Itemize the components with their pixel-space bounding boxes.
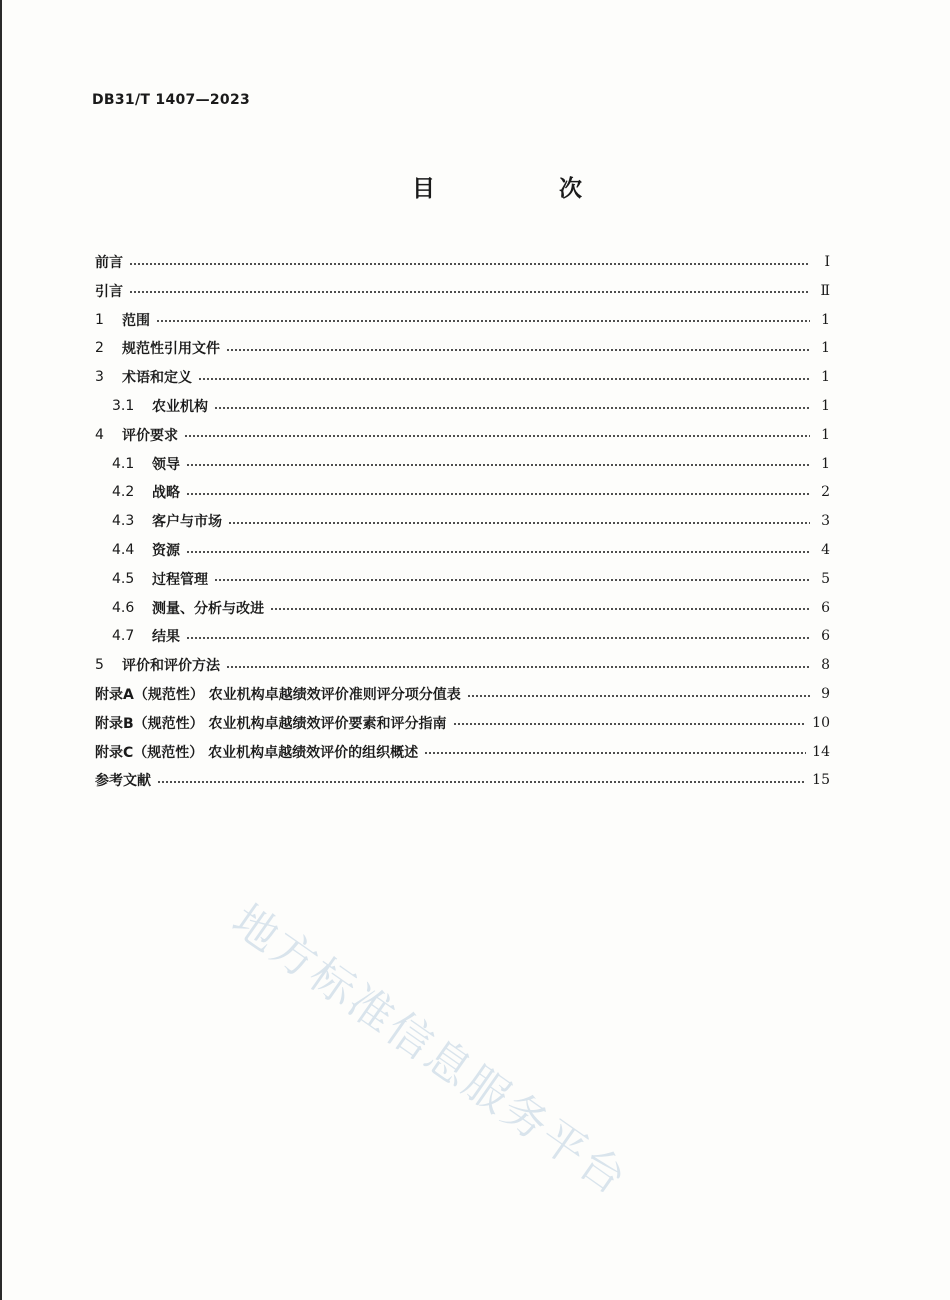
toc-dot-leader xyxy=(129,263,810,265)
toc-dot-leader xyxy=(129,291,810,293)
toc-entry-number: 2 xyxy=(95,340,104,357)
toc-dot-leader xyxy=(186,464,810,466)
toc-dot-leader xyxy=(226,349,810,351)
toc-entry-title: 附录A（规范性） 农业机构卓越绩效评价准则评分项分值表 xyxy=(95,687,461,703)
toc-entry-number: 1 xyxy=(95,311,104,328)
toc-entry[interactable] xyxy=(95,422,830,448)
toc-entry-number: 4 xyxy=(95,426,104,443)
toc-entry[interactable] xyxy=(112,566,830,592)
toc-dot-leader xyxy=(198,378,810,380)
toc-entry-title: 结果 xyxy=(152,629,180,646)
toc-entry-page-number: 10 xyxy=(812,714,830,731)
toc-entry-page-number: 2 xyxy=(821,484,830,501)
toc-entry-number: 4.4 xyxy=(112,542,135,558)
toc-entry-title: 过程管理 xyxy=(152,571,208,588)
toc-entry[interactable] xyxy=(95,710,830,736)
toc-entry-number: 3.1 xyxy=(112,398,135,414)
toc-entry-title: 前言 xyxy=(95,255,123,271)
toc-dot-leader xyxy=(214,579,810,581)
toc-dot-leader xyxy=(453,723,807,725)
toc-entry-page-number: 1 xyxy=(821,398,830,414)
toc-entry-page-number: 3 xyxy=(821,513,830,530)
toc-dot-leader xyxy=(228,522,810,524)
toc-entry-title: 范围 xyxy=(122,312,150,329)
toc-dot-leader xyxy=(226,666,810,668)
toc-entry[interactable] xyxy=(112,508,830,534)
toc-entry-page-number: 1 xyxy=(821,426,830,443)
toc-entry[interactable] xyxy=(112,537,830,563)
toc-entry-title: 客户与市场 xyxy=(152,514,222,531)
toc-dot-leader xyxy=(186,551,810,553)
toc-entry-page-number: Ⅰ xyxy=(824,254,830,270)
toc-entry-page-number: 1 xyxy=(821,369,830,386)
toc-dot-leader xyxy=(424,752,806,754)
toc-entry-page-number: 1 xyxy=(821,455,830,472)
toc-entry-number: 4.7 xyxy=(112,628,135,645)
toc-entry[interactable] xyxy=(95,739,830,765)
toc-entry-page-number: 5 xyxy=(821,570,830,587)
toc-entry-number: 5 xyxy=(95,657,104,674)
toc-dot-leader xyxy=(270,608,810,610)
toc-entry-title: 评价要求 xyxy=(122,427,178,444)
toc-entry-page-number: 6 xyxy=(821,599,830,616)
toc-entry-title: 附录C（规范性） 农业机构卓越绩效评价的组织概述 xyxy=(95,744,419,761)
toc-entry-page-number: 6 xyxy=(821,628,830,645)
toc-entry[interactable] xyxy=(112,451,830,477)
toc-entry-title: 领导 xyxy=(152,456,180,473)
toc-entry[interactable] xyxy=(95,767,830,793)
toc-dot-leader xyxy=(184,435,810,437)
toc-entry-title: 评价和评价方法 xyxy=(122,658,220,675)
toc-entry[interactable] xyxy=(112,623,830,649)
toc-entry-number: 4.3 xyxy=(112,513,135,530)
toc-entry[interactable] xyxy=(95,335,830,361)
toc-entry[interactable] xyxy=(95,681,830,707)
toc-entry-title: 参考文献 xyxy=(95,773,151,790)
toc-entry-page-number: 8 xyxy=(821,657,830,674)
toc-entry-page-number: 1 xyxy=(821,340,830,357)
toc-entry[interactable] xyxy=(95,307,830,333)
toc-entry[interactable] xyxy=(95,652,830,678)
toc-entry[interactable] xyxy=(112,479,830,505)
toc-entry-title: 农业机构 xyxy=(152,399,208,415)
toc-entry-page-number: Ⅱ xyxy=(820,282,830,299)
toc-entry-title: 规范性引用文件 xyxy=(122,341,220,358)
toc-entry[interactable] xyxy=(112,393,830,419)
toc-entry-title: 附录B（规范性） 农业机构卓越绩效评价要素和评分指南 xyxy=(95,715,447,732)
toc-entry-number: 4.2 xyxy=(112,484,135,501)
toc-entry-title: 术语和定义 xyxy=(122,370,192,387)
toc-entry-page-number: 9 xyxy=(821,686,830,702)
toc-entry-number: 4.1 xyxy=(112,455,135,472)
toc-entry-title: 引言 xyxy=(95,283,123,300)
toc-dot-leader xyxy=(156,320,810,322)
toc-entry-title: 资源 xyxy=(152,543,180,559)
toc-entry-number: 4.5 xyxy=(112,570,135,587)
toc-entry-number: 4.6 xyxy=(112,599,135,616)
toc-entry-number: 3 xyxy=(95,369,104,386)
toc-dot-leader xyxy=(214,407,810,409)
toc-entry[interactable] xyxy=(95,249,830,275)
toc-entry[interactable] xyxy=(95,278,830,304)
document-code: DB31/T 1407—2023 xyxy=(92,92,251,108)
toc-entry-page-number: 1 xyxy=(821,311,830,328)
toc-entry-title: 战略 xyxy=(152,485,180,502)
toc-dot-leader xyxy=(186,637,810,639)
toc-entry-page-number: 14 xyxy=(812,743,830,760)
toc-dot-leader xyxy=(157,781,806,783)
watermark-text: 地方标准信息服务平台 xyxy=(222,894,638,1207)
toc-title: 目 次 xyxy=(412,176,641,202)
toc-dot-leader xyxy=(467,695,810,697)
toc-entry[interactable] xyxy=(112,595,830,621)
toc-entry-page-number: 15 xyxy=(812,772,830,789)
toc-dot-leader xyxy=(186,493,810,495)
toc-entry-title: 测量、分析与改进 xyxy=(152,600,264,617)
toc-entry[interactable] xyxy=(95,364,830,390)
toc-entry-page-number: 4 xyxy=(821,542,830,558)
